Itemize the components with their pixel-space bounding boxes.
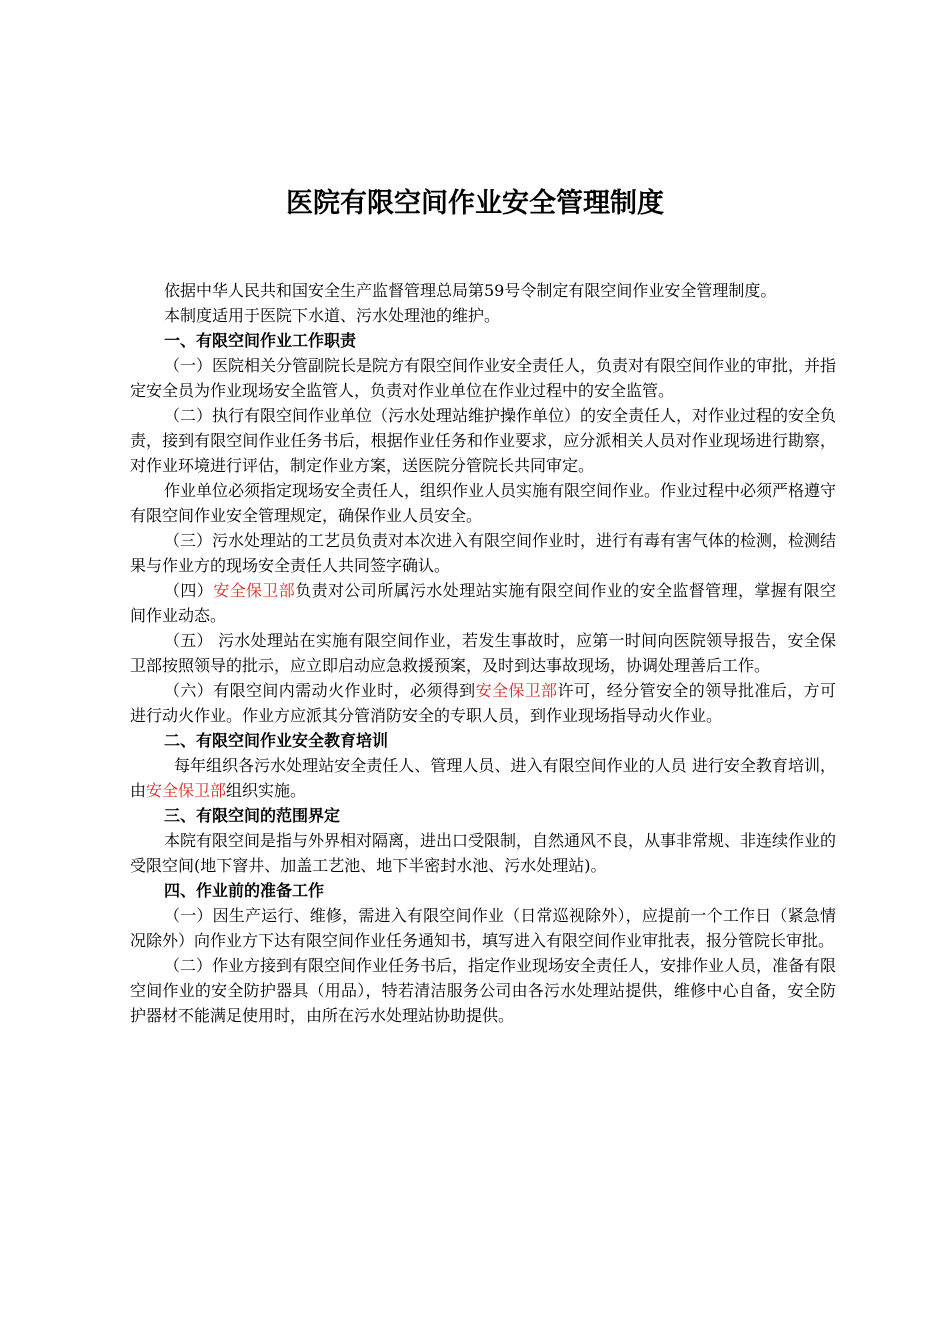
section-heading-1: 一、有限空间作业工作职责 (164, 331, 357, 350)
duty-4-text: 负责对公司所属污水处理站实施有限空间作业的安全监督管理，掌握有限空间作业动态。 (130, 581, 836, 625)
paragraph-basis: 依据中华人民共和国安全生产监督管理总局第59号令制定有限空间作业安全管理制度。 (164, 281, 777, 300)
security-dept-highlight: 安全保卫部 (146, 781, 227, 800)
paragraph-duty-6 (130, 678, 836, 728)
paragraph-duty-2-note: 作业单位必须指定现场安全责任人，组织作业人员实施有限空间作业。作业过程中必须严格遵守有限空间作业安全管理规定，确保作业人员安全。 (130, 481, 837, 525)
paragraph-prep-2: （二）作业方接到有限空间作业任务书后，指定作业现场安全责任人，安排作业人员，准备有限空间作业的安全防护器具（用品），特若清洁服务公司由各污水处理站提供，维修中心自备，安全防护器材不能满足使用时，由所在污水处理站协助提供。 (130, 956, 837, 1025)
paragraph-duty-3: （三）污水处理站的工艺员负责对本次进入有限空间作业时，进行有毒有害气体的检测，检测结果与作业方的现场安全责任人共同签字确认。 (130, 531, 837, 575)
training-prefix: 每年组织各污水处理站安全责任人、管理人员、进入有限空间作业的人员 进行安全教育培训，由 (130, 756, 836, 800)
training-suffix: 组织实施。 (226, 781, 307, 800)
paragraph-duty-5: （五） 污水处理站在实施有限空间作业，若发生事故时，应第一时间向医院领导报告，安全保卫部按照领导的批示，应立即启动应急救援预案，及时到达事故现场，协调处理善后工作。 (130, 631, 836, 675)
paragraph-training (130, 753, 836, 803)
security-dept-highlight: 安全保卫部 (213, 581, 296, 600)
paragraph-duty-2: （二）执行有限空间作业单位（污水处理站维护操作单位）的安全责任人，对作业过程的安全负责，接到有限空间作业任务书后，根据作业任务和作业要求，应分派相关人员对作业现场进行勘察，对作业环境进行评估，制定作业方案，送医院分管院长共同审定。 (130, 406, 837, 475)
duty-6-prefix: （六）有限空间内需动火作业时，必须得到 (164, 681, 476, 700)
paragraph-duty-4 (130, 578, 836, 628)
security-dept-highlight: 安全保卫部 (475, 681, 558, 700)
paragraph-duty-1: （一）医院相关分管副院长是院方有限空间作业安全责任人，负责对有限空间作业的审批，并指定安全员为作业现场安全监管人，负责对作业单位在作业过程中的安全监管。 (130, 356, 837, 400)
section-heading-3: 三、有限空间的范围界定 (164, 806, 341, 825)
paragraph-scope-definition: 本院有限空间是指与外界相对隔离，进出口受限制，自然通风不良，从事非常规、非连续作业的受限空间(地下窨井、加盖工艺池、地下半密封水池、污水处理站)。 (130, 831, 837, 875)
paragraph-prep-1: （一）因生产运行、维修，需进入有限空间作业（日常巡视除外），应提前一个工作日（紧急情况除外）向作业方下达有限空间作业任务通知书，填写进入有限空间作业审批表，报分管院长审批。 (130, 906, 836, 950)
duty-4-prefix: （四） (164, 581, 214, 600)
section-heading-4: 四、作业前的准备工作 (164, 881, 325, 900)
duty-6-text: 许可，经分管安全的领导批准后，方可进行动火作业。作业方应派其分管消防安全的专职人员，到作业现场指导动火作业。 (130, 681, 836, 725)
paragraph-scope: 本制度适用于医院下水道、污水处理池的维护。 (164, 306, 501, 325)
document-body (130, 278, 836, 1028)
document-title: 医院有限空间作业安全管理制度 (286, 188, 664, 219)
section-heading-2: 二、有限空间作业安全教育培训 (164, 731, 389, 750)
